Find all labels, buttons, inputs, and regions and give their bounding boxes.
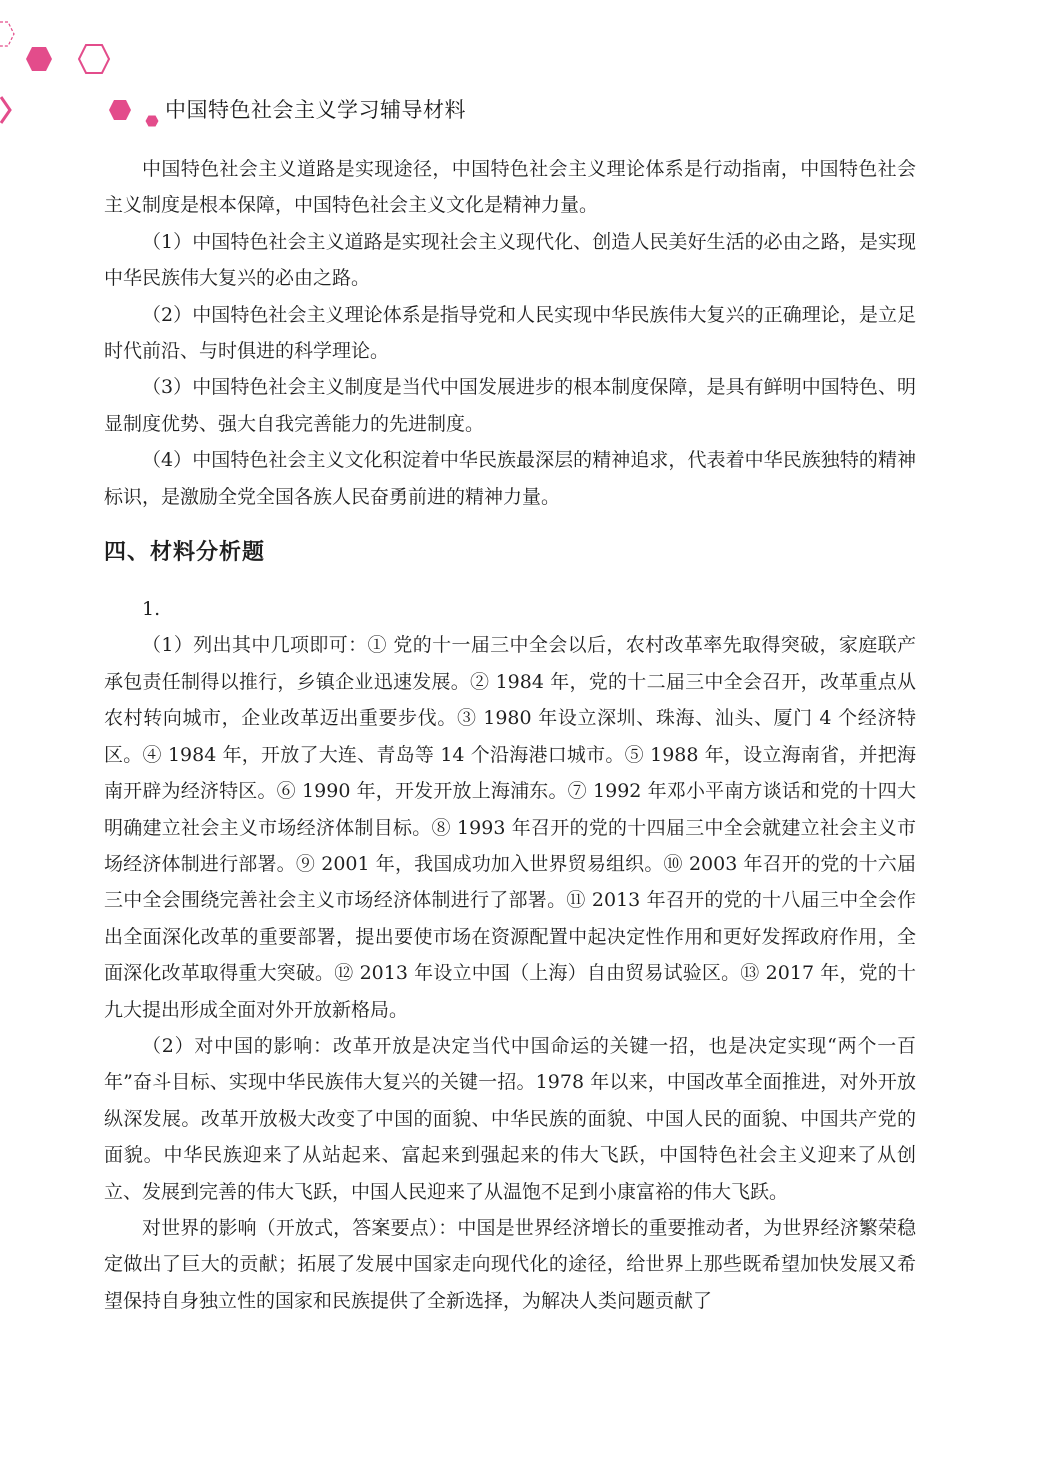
section-heading: 四、材料分析题 (104, 540, 266, 566)
body-paragraph: （1）中国特色社会主义道路是实现社会主义现代化、创造人民美好生活的必由之路，是实现中华民族伟大复兴的必由之路。 (104, 230, 916, 290)
hexagon-outline-icon (77, 43, 111, 75)
body-paragraph: 对世界的影响（开放式，答案要点）：中国是世界经济增长的重要推动者，为世界经济繁荣稳定做出了巨大的贡献；拓展了发展中国家走向现代化的途径，给世界上那些既希望加快发展又希望保持自身独立性的国家和民族提供了全新选择，为解决人类问题贡献了 (104, 1216, 916, 1312)
hexagon-icon (25, 46, 53, 72)
body-paragraph: （2）中国特色社会主义理论体系是指导党和人民实现中华民族伟大复兴的正确理论，是立足时代前沿、与时俱进的科学理论。 (104, 303, 916, 363)
hexagon-icon (108, 99, 132, 121)
body-paragraph: 中国特色社会主义道路是实现途径，中国特色社会主义理论体系是行动指南，中国特色社会主义制度是根本保障，中国特色社会主义文化是精神力量。 (104, 158, 916, 217)
body-paragraph: （2）对中国的影响：改革开放是决定当代中国命运的关键一招，也是决定实现“两个一百年”奋斗目标、实现中华民族伟大复兴的关键一招。1978 年以来，中国改革全面推进，对外开放纵深发展。改革开放极大改变了中国的面貌、中华民族的面貌、中国人民的面貌、中国共产党的面貌。中华民族迎来了从站起来、富起来到强起来的伟大飞跃，中国特色社会主义迎来了从创立、发展到完善的伟大飞跃，中国人民迎来了从温饱不足到小康富裕的伟大飞跃。 (104, 1034, 916, 1203)
chevron-right-icon (0, 95, 14, 125)
circle-dot-icon (145, 115, 159, 127)
page-body (104, 151, 916, 1319)
body-paragraph: （1）列出其中几项即可：① 党的十一届三中全会以后，农村改革率先取得突破，家庭联产承包责任制得以推行，乡镇企业迅速发展。② 1984 年，党的十二届三中全会召开，改革重点从农村转向城市，企业改革迈出重要步伐。③ 1980 年设立深圳、珠海、汕头、厦门 4 个经济特区。④ 1984 年，开放了大连、青岛等 14 个沿海港口城市。⑤ 1988 年，设立海南省，并把海南开辟为经济特区。⑥ 1990 年，开发开放上海浦东。⑦ 1992 年邓小平南方谈话和党的十四大明确建立社会主义市场经济体制目标。⑧ 1993 年召开的党的十四届三中全会就建立社会主义市场经济体制进行部署。⑨ 2001 年，我国成功加入世界贸易组织。⑩ 2003 年召开的党的十六届三中全会围绕完善社会主义市场经济体制进行了部署。⑪ 2013 年召开的党的十八届三中全会作出全面深化改革的重要部署，提出要使市场在资源配置中起决定性作用和更好发挥政府作用，全面深化改革取得重大突破。⑫ 2013 年设立中国（上海）自由贸易试验区。⑬ 2017 年，党的十九大提出形成全面对外开放新格局。 (104, 634, 916, 1021)
hexagon-outline-icon (0, 20, 16, 48)
item-number: 1. (142, 598, 161, 621)
running-header-title: 中国特色社会主义学习辅导材料 (165, 98, 466, 122)
body-paragraph: （4）中国特色社会主义文化积淀着中华民族最深层的精神追求，代表着中华民族独特的精神标识，是激励全党全国各族人民奋勇前进的精神力量。 (104, 449, 916, 508)
body-paragraph: （3）中国特色社会主义制度是当代中国发展进步的根本制度保障，是具有鲜明中国特色、明显制度优势、强大自我完善能力的先进制度。 (104, 376, 916, 435)
